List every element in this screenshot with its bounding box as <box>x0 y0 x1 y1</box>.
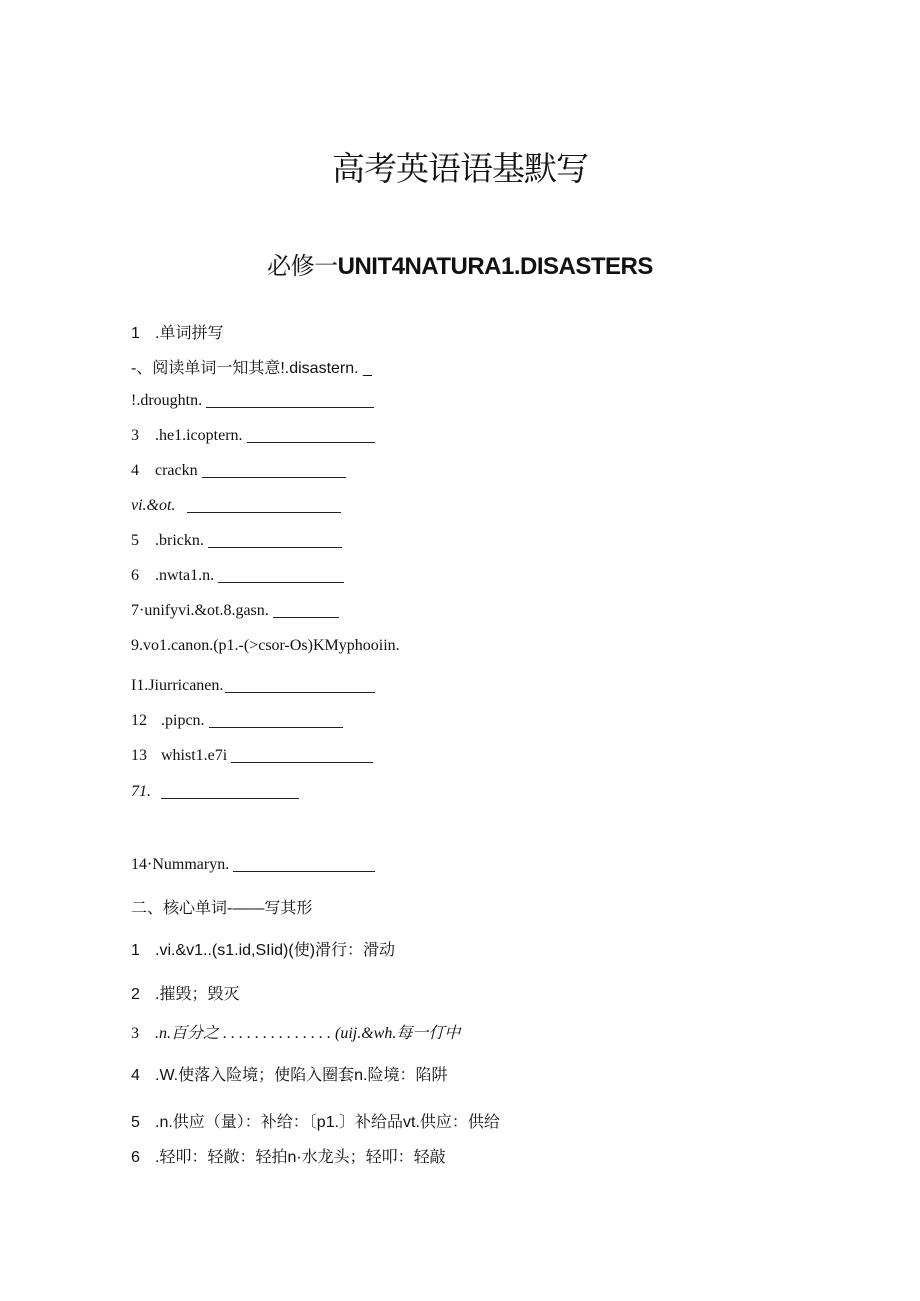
answer-blank[interactable] <box>225 678 375 693</box>
core-word-item <box>131 981 239 1004</box>
answer-blank[interactable] <box>161 784 299 799</box>
answer-blank[interactable] <box>273 603 339 618</box>
answer-blank[interactable] <box>208 533 342 548</box>
vocab-num: 5 <box>131 532 139 549</box>
vocab-item <box>131 532 342 550</box>
vocab-num: 6 <box>131 567 139 584</box>
vocab-item <box>131 392 374 410</box>
vocab-text: 7·unifyvi.&ot.8.gasn. <box>131 602 269 619</box>
core-word-num: 5 <box>131 1114 140 1131</box>
vocab-text: crackn <box>155 462 198 479</box>
vocab-item <box>131 856 375 874</box>
page-title: 高考英语语基默写 <box>332 150 588 187</box>
vocab-text: 14·Nummaryn. <box>131 856 230 873</box>
vocab-item <box>131 427 375 445</box>
vocab-text: 71. <box>131 783 151 800</box>
vocab-text: .he1.icoptern. <box>155 427 243 444</box>
core-word-item <box>131 937 395 960</box>
section1-heading-text: .单词拼写 <box>155 325 224 342</box>
vocab-text: .brickn. <box>155 532 204 549</box>
vocab-item <box>131 602 339 620</box>
answer-blank[interactable] <box>231 748 373 763</box>
answer-blank[interactable] <box>247 428 375 443</box>
core-word-num: 4 <box>131 1067 140 1084</box>
core-word-text: .W.使落入险境；使陷入圈套n.险境：陷阱 <box>155 1067 448 1084</box>
vocab-text: 9.vo1.canon.(p1.-(>csor-Os)KMyphooiin. <box>131 637 400 654</box>
section1-heading <box>131 320 223 343</box>
answer-blank[interactable] <box>206 393 374 408</box>
core-word-num: 6 <box>131 1149 140 1166</box>
answer-blank[interactable] <box>233 857 375 872</box>
core-word-text: .n.供应（量）：补给：〔p1.〕补给品vt.供应：供给 <box>155 1114 500 1131</box>
core-word-item <box>131 1062 447 1085</box>
section1-subheading: -、阅读单词一知其意!.disastern. _ <box>131 360 372 377</box>
page-subtitle <box>0 246 920 281</box>
vocab-item <box>131 747 373 765</box>
answer-blank[interactable] <box>209 713 343 728</box>
section1-heading-num: 1 <box>131 325 140 342</box>
vocab-text: I1.Jiurricanen. <box>131 677 224 694</box>
core-word-text: .vi.&v1..(s1.id,SIid)(使)滑行：滑动 <box>155 942 396 959</box>
answer-blank[interactable] <box>187 498 341 513</box>
core-word-text: .n.百分之 . . . . . . . . . . . . . . (uij.&wh.每一仃中 <box>155 1025 461 1042</box>
vocab-text: whist1.e7i <box>161 747 228 764</box>
section2-heading: 二、核心单词-——写其形 <box>131 900 313 917</box>
vocab-num: 3 <box>131 427 139 444</box>
core-word-item <box>131 1020 460 1043</box>
vocab-text: !.droughtn. <box>131 392 203 409</box>
core-word-text: .轻叩：轻敞：轻拍n·水龙头；轻叩：轻敲 <box>155 1149 446 1166</box>
core-word-item <box>131 1144 446 1167</box>
answer-blank[interactable] <box>218 568 344 583</box>
vocab-num: 4 <box>131 462 139 479</box>
vocab-item <box>131 462 346 480</box>
vocab-item <box>131 637 400 655</box>
subtitle-unit: UNIT4NATURA1.DISASTERS <box>337 253 653 280</box>
subtitle-prefix: 必修一 <box>267 253 338 280</box>
vocab-item <box>131 567 344 585</box>
core-word-text: .摧毁；毁灭 <box>155 986 240 1003</box>
vocab-text: .pipcn. <box>161 712 205 729</box>
core-word-item <box>131 1109 500 1132</box>
vocab-num: 13 <box>131 747 147 764</box>
vocab-num: 12 <box>131 712 147 729</box>
vocab-item <box>131 783 299 801</box>
core-word-num: 3 <box>131 1025 139 1042</box>
vocab-item <box>131 712 343 730</box>
vocab-text: vi.&ot. <box>131 497 176 514</box>
vocab-item <box>131 497 341 515</box>
core-word-num: 2 <box>131 986 140 1003</box>
core-word-num: 1 <box>131 942 140 959</box>
vocab-item <box>131 677 375 695</box>
answer-blank[interactable] <box>202 463 346 478</box>
vocab-text: .nwta1.n. <box>155 567 215 584</box>
